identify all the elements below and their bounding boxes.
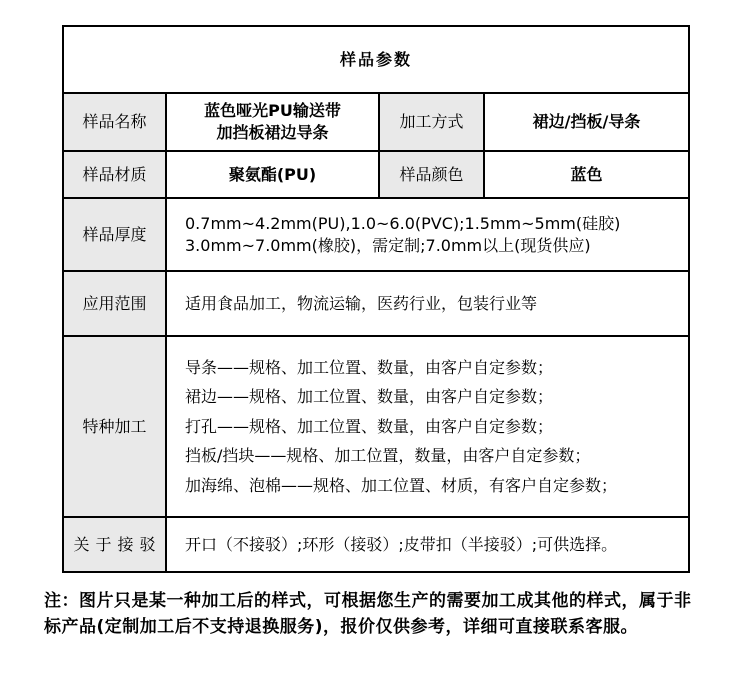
sample-name-line1: 蓝色哑光PU输送带 bbox=[204, 101, 341, 121]
process-method-label: 加工方式 bbox=[379, 93, 484, 151]
thickness-line1: 0.7mm~4.2mm(PU),1.0~6.0(PVC);1.5mm~5mm(硅胶) bbox=[185, 213, 621, 233]
row-application-scope bbox=[63, 271, 689, 336]
joint-info-label: 关于接驳 bbox=[63, 517, 166, 572]
special-line-punching: 打孔——规格、加工位置、数量，由客户自定参数； bbox=[185, 416, 554, 436]
sample-color-label: 样品颜色 bbox=[379, 151, 484, 198]
sample-thickness-value bbox=[166, 198, 689, 271]
process-method-value: 裙边/挡板/导条 bbox=[484, 93, 689, 151]
row-sample-thickness bbox=[63, 198, 689, 271]
special-processing-value bbox=[166, 336, 689, 517]
application-scope-value: 适用食品加工，物流运输，医药行业，包装行业等 bbox=[166, 271, 689, 336]
row-special-processing bbox=[63, 336, 689, 517]
special-line-guide-strip: 导条——规格、加工位置、数量，由客户自定参数； bbox=[185, 357, 554, 377]
thickness-line2: 3.0mm~7.0mm(橡胶)，需定制;7.0mm以上(现货供应) bbox=[185, 235, 591, 255]
sample-material-value: 聚氨酯(PU) bbox=[166, 151, 379, 198]
sample-name-line2: 加挡板裙边导条 bbox=[216, 123, 329, 142]
application-scope-label: 应用范围 bbox=[63, 271, 166, 336]
row-sample-material bbox=[63, 151, 689, 198]
special-line-sponge: 加海绵、泡棉——规格、加工位置、材质，有客户自定参数； bbox=[185, 475, 618, 495]
table-title: 样品参数 bbox=[63, 26, 689, 93]
special-line-skirt: 裙边——规格、加工位置、数量，由客户自定参数； bbox=[185, 387, 554, 407]
joint-info-value: 开口（不接驳）;环形（接驳）;皮带扣（半接驳）;可供选择。 bbox=[166, 517, 689, 572]
sample-name-value bbox=[166, 93, 379, 151]
disclaimer-note: 注：图片只是某一种加工后的样式，可根据您生产的需要加工成其他的样式，属于非标产品(定制加工后不支持退换服务)，报价仅供参考，详细可直接联系客服。 bbox=[44, 591, 692, 638]
sample-color-value: 蓝色 bbox=[484, 151, 689, 198]
special-processing-label: 特种加工 bbox=[63, 336, 166, 517]
spec-table bbox=[62, 25, 690, 573]
special-line-baffle: 挡板/挡块——规格、加工位置，数量，由客户自定参数； bbox=[185, 446, 591, 466]
row-sample-name bbox=[63, 93, 689, 151]
row-joint-info bbox=[63, 517, 689, 572]
sample-thickness-label: 样品厚度 bbox=[63, 198, 166, 271]
sample-name-label: 样品名称 bbox=[63, 93, 166, 151]
title-row bbox=[63, 26, 689, 93]
sample-material-label: 样品材质 bbox=[63, 151, 166, 198]
